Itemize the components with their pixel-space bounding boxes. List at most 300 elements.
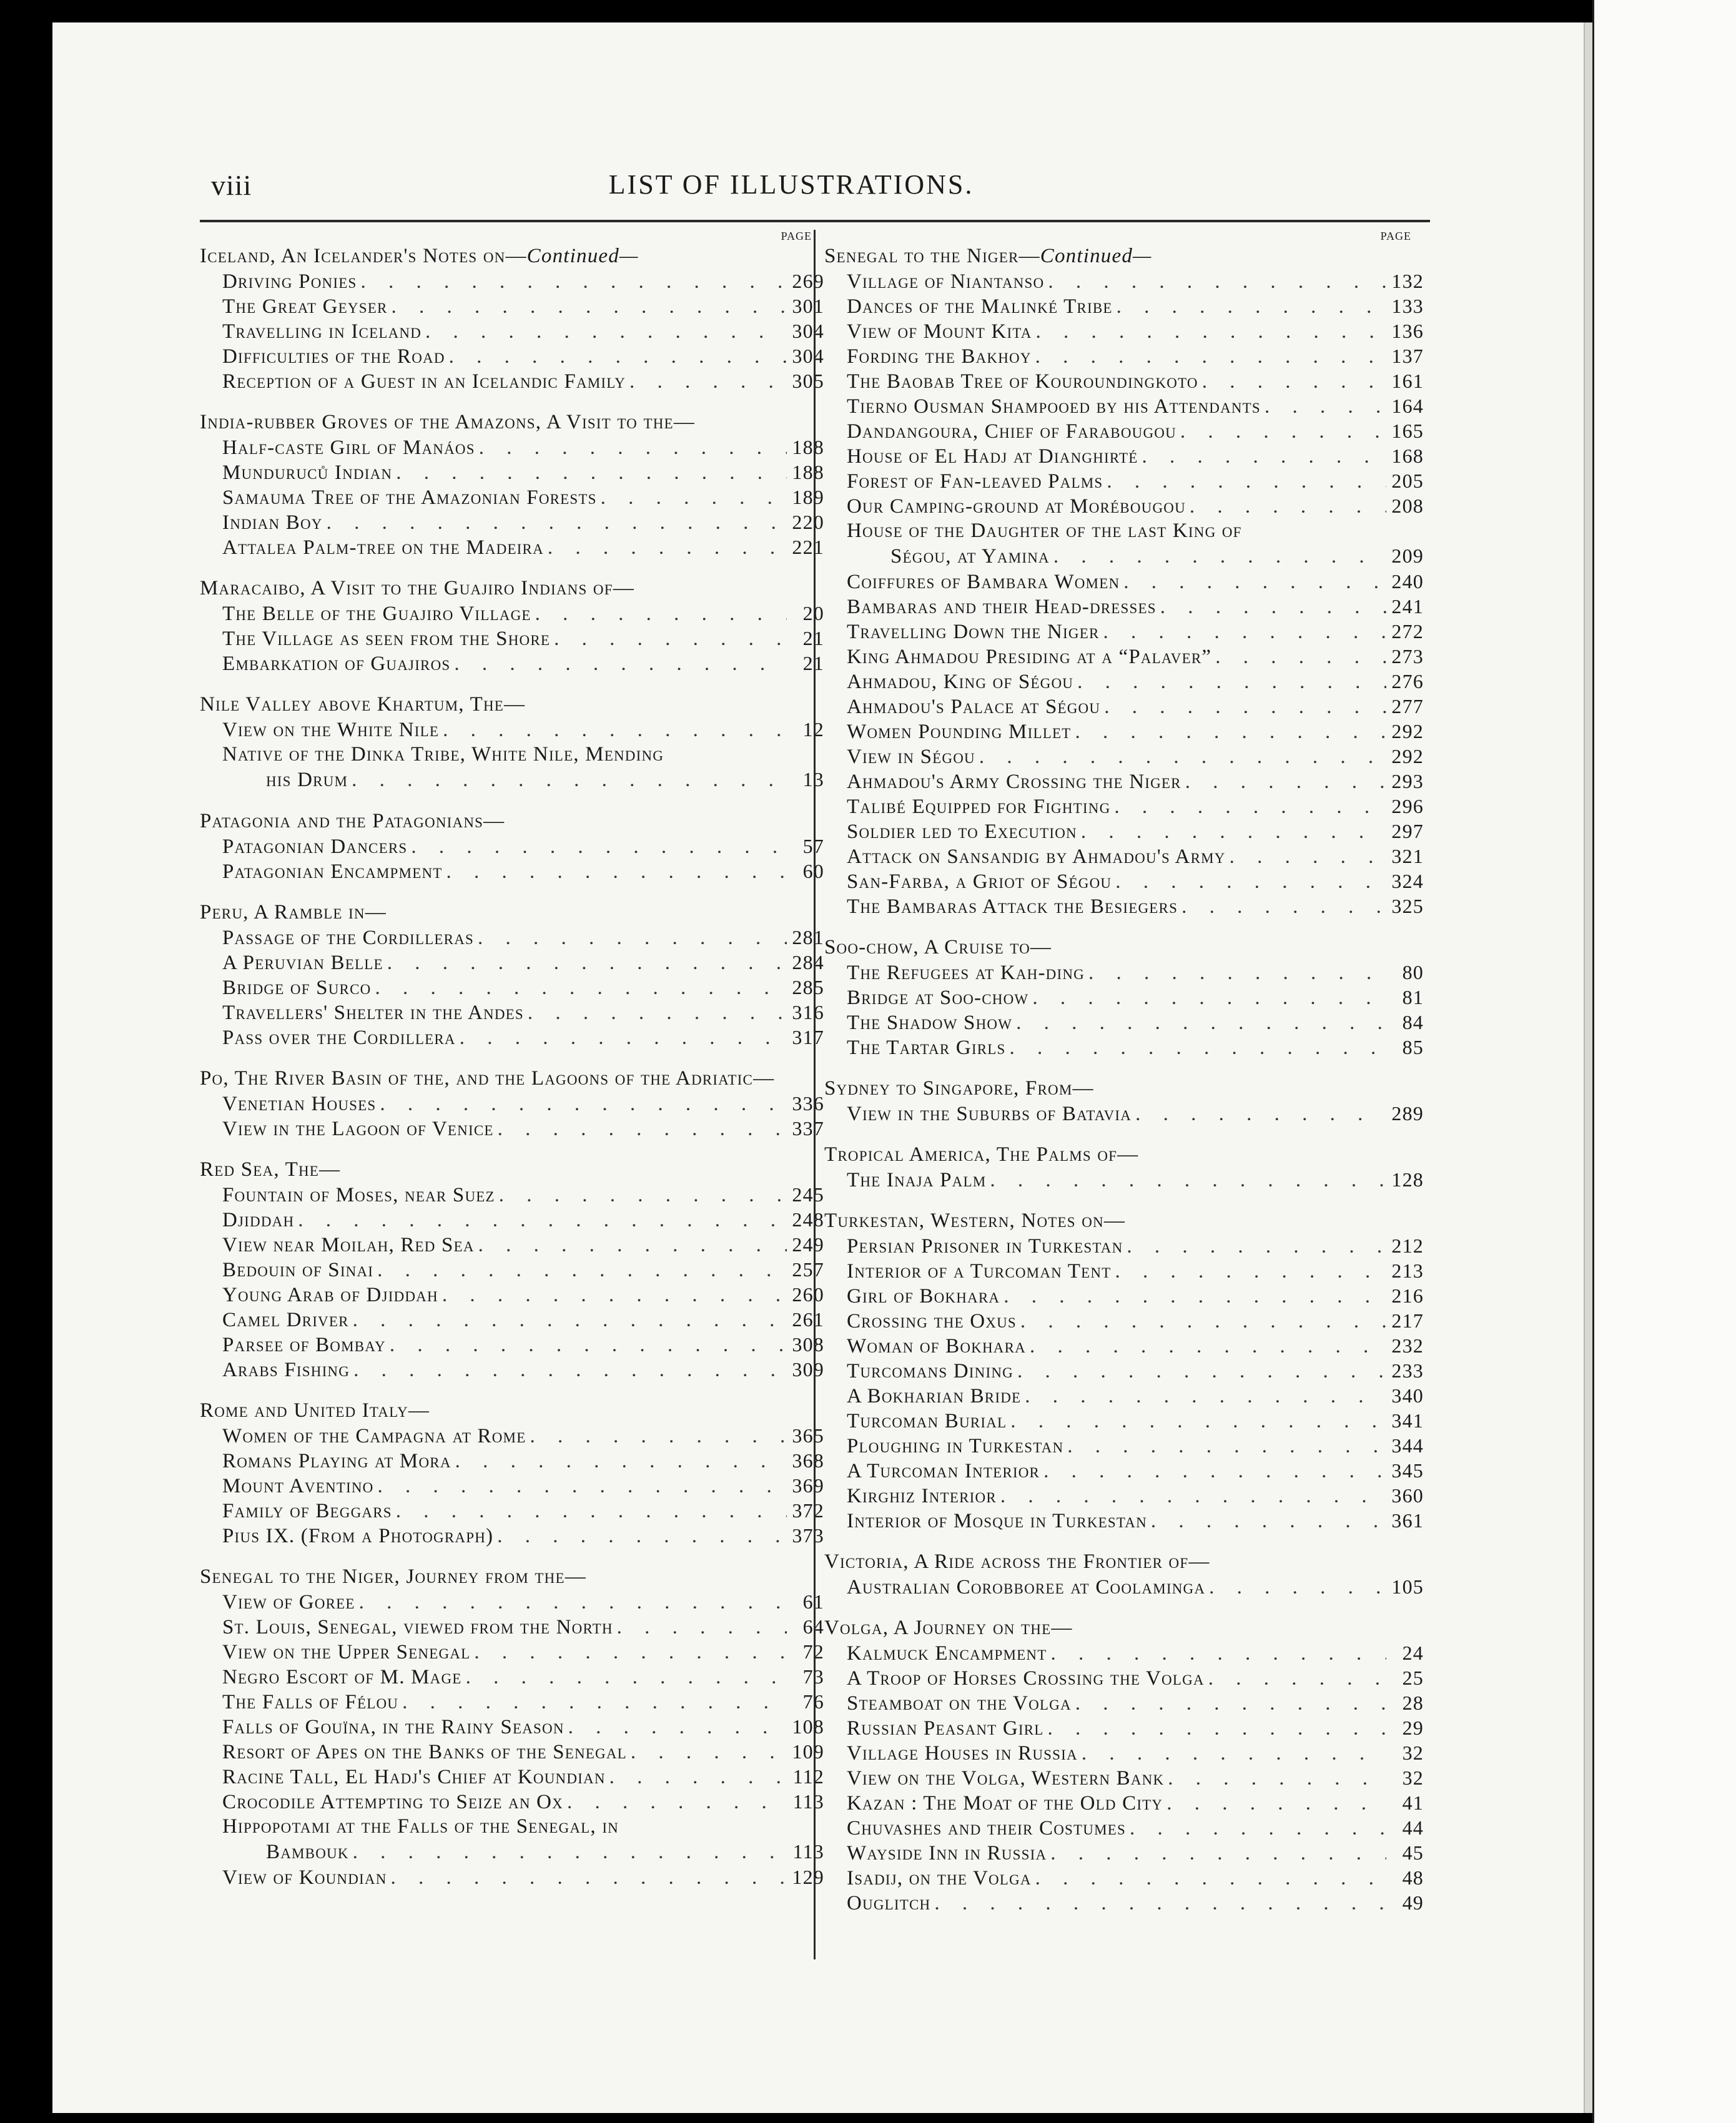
page-number: 309 bbox=[792, 1358, 824, 1381]
toc-entry bbox=[200, 1764, 824, 1789]
entry-title: Crossing the Oxus bbox=[847, 1310, 1017, 1332]
section-title-text: Sydney to Singapore, From— bbox=[824, 1077, 1094, 1100]
toc-entry bbox=[824, 985, 1424, 1010]
page-number: 373 bbox=[792, 1524, 824, 1547]
entry-title: Travelling Down the Niger bbox=[847, 621, 1100, 643]
page-number: 21 bbox=[802, 627, 824, 649]
section-title bbox=[200, 1398, 824, 1423]
entry-title: View on the Upper Senegal bbox=[222, 1641, 471, 1663]
toc-entry bbox=[200, 1357, 824, 1382]
leader-dots bbox=[1164, 1766, 1386, 1791]
page-number: 365 bbox=[792, 1424, 824, 1447]
toc-entry bbox=[824, 1508, 1424, 1533]
toc-entry bbox=[824, 569, 1424, 594]
entry-title: Munduruců Indian bbox=[222, 461, 393, 484]
leader-dots bbox=[1178, 894, 1386, 919]
page-number: 21 bbox=[802, 652, 824, 674]
toc-entry bbox=[824, 1308, 1424, 1333]
entry-title: View near Moilah, Red Sea bbox=[222, 1234, 475, 1256]
leader-dots bbox=[349, 1840, 787, 1864]
toc-entry bbox=[200, 1232, 824, 1257]
section-title-text: Senegal to the Niger— bbox=[824, 245, 1040, 267]
entry-title: Bambaras and their Head-dresses bbox=[847, 596, 1157, 618]
section-title-text: Volga, A Journey on the— bbox=[824, 1617, 1073, 1639]
section-title bbox=[200, 410, 824, 435]
page-number: 324 bbox=[1391, 870, 1424, 892]
entry-title: Fording the Bakhoy bbox=[847, 345, 1032, 368]
page-number: 293 bbox=[1391, 770, 1424, 792]
entry-title: Ahmadou's Army Crossing the Niger bbox=[847, 771, 1181, 793]
entry-title: Girl of Bokhara bbox=[847, 1285, 1000, 1308]
toc-entry bbox=[824, 443, 1424, 468]
leader-dots bbox=[470, 1640, 787, 1665]
entry-title: Coiffures of Bambara Women bbox=[847, 571, 1120, 593]
entry-title: Reception of a Guest in an Icelandic Family bbox=[222, 370, 626, 393]
leader-dots bbox=[407, 834, 787, 859]
toc-entry bbox=[824, 1483, 1424, 1508]
entry-title: Travellers' Shelter in the Andes bbox=[222, 1002, 524, 1024]
toc-entry bbox=[200, 1689, 824, 1714]
toc-entry bbox=[200, 601, 824, 626]
entry-title: Crocodile Attempting to Seize an Ox bbox=[222, 1791, 563, 1813]
section-title-text: Peru, A Ramble in— bbox=[200, 901, 387, 924]
leader-dots bbox=[1100, 694, 1386, 719]
leader-dots bbox=[438, 1283, 787, 1308]
entry-title: Woman of Bokhara bbox=[847, 1335, 1026, 1357]
page-number: 369 bbox=[792, 1474, 824, 1497]
entry-title: Kazan : The Moat of the Old City bbox=[847, 1792, 1163, 1815]
leader-dots bbox=[373, 1258, 787, 1283]
leader-dots bbox=[997, 1484, 1386, 1509]
leader-dots bbox=[392, 460, 787, 485]
page-number: 245 bbox=[792, 1183, 824, 1206]
page-number: 49 bbox=[1402, 1891, 1424, 1914]
leader-dots bbox=[1013, 1359, 1386, 1384]
section-title-text: Po, The River Basin of the, and the Lagoons of the Adriatic— bbox=[200, 1067, 775, 1090]
page-number: 316 bbox=[792, 1001, 824, 1023]
page-number: 164 bbox=[1391, 395, 1424, 417]
leader-dots bbox=[348, 767, 787, 792]
toc-entry bbox=[824, 869, 1424, 894]
page-number: 61 bbox=[802, 1590, 824, 1613]
entry-title: View in the Suburbs of Batavia bbox=[847, 1103, 1132, 1125]
entry-title: Difficulties of the Road bbox=[222, 345, 445, 368]
leader-dots bbox=[1072, 1691, 1386, 1716]
page-number: 32 bbox=[1402, 1766, 1424, 1789]
toc-section bbox=[200, 410, 824, 559]
entry-title: Indian Boy bbox=[222, 511, 323, 534]
page-number: 76 bbox=[802, 1690, 824, 1713]
leader-dots bbox=[613, 1615, 787, 1640]
page-number: 113 bbox=[792, 1790, 824, 1813]
entry-title: The Refugees at Kah-ding bbox=[847, 962, 1085, 984]
toc-entry bbox=[824, 1035, 1424, 1060]
toc-entry bbox=[200, 318, 824, 343]
leader-dots bbox=[422, 319, 787, 344]
toc-entry bbox=[824, 418, 1424, 443]
entry-title: The Village as seen from the Shore bbox=[222, 628, 551, 650]
page-number: 209 bbox=[1391, 544, 1424, 567]
toc-section bbox=[200, 1066, 824, 1141]
leader-dots bbox=[1000, 1284, 1386, 1309]
toc-entry bbox=[824, 669, 1424, 694]
toc-entry bbox=[200, 1025, 824, 1050]
leader-dots bbox=[1205, 1666, 1386, 1691]
toc-section bbox=[824, 244, 1424, 919]
leader-dots bbox=[986, 1168, 1386, 1193]
toc-entry bbox=[200, 1182, 824, 1207]
leader-dots bbox=[563, 1790, 787, 1815]
leader-dots bbox=[456, 1025, 787, 1050]
section-title-text: Senegal to the Niger, Journey from the— bbox=[200, 1565, 586, 1588]
leader-dots bbox=[526, 1424, 787, 1449]
toc-entry bbox=[824, 1640, 1424, 1665]
entry-title: Bridge of Surco bbox=[222, 977, 372, 999]
entry-title: Ahmadou, King of Ségou bbox=[847, 671, 1074, 693]
entry-title: Half-caste Girl of Manáos bbox=[222, 436, 475, 459]
toc-section bbox=[200, 809, 824, 884]
leader-dots bbox=[495, 1183, 787, 1208]
page-number: 240 bbox=[1391, 570, 1424, 593]
entry-title: Arabs Fishing bbox=[222, 1359, 350, 1381]
entry-title: Tierno Ousman Shampooed by his Attendants bbox=[847, 395, 1261, 418]
toc-entry bbox=[200, 1423, 824, 1448]
section-title-text: Tropical America, The Palms of— bbox=[824, 1143, 1139, 1166]
toc-entry bbox=[200, 1448, 824, 1473]
page-number: 213 bbox=[1391, 1259, 1424, 1282]
toc-entry bbox=[200, 1116, 824, 1141]
section-title bbox=[824, 935, 1424, 960]
entry-title: Australian Corobboree at Coolaminga bbox=[847, 1576, 1206, 1598]
page-number: 304 bbox=[792, 345, 824, 367]
section-title-text: Red Sea, The— bbox=[200, 1158, 341, 1181]
section-title-text: Turkestan, Western, Notes on— bbox=[824, 1209, 1126, 1232]
toc-entry bbox=[200, 1664, 824, 1689]
leader-dots bbox=[1157, 594, 1386, 619]
page-number: 128 bbox=[1391, 1168, 1424, 1191]
leader-dots bbox=[462, 1665, 787, 1690]
leader-dots bbox=[550, 626, 787, 651]
entry-title: Driving Ponies bbox=[222, 270, 357, 293]
page-number: 269 bbox=[792, 270, 824, 292]
leader-dots bbox=[1032, 344, 1386, 369]
entry-title: Kirghiz Interior bbox=[847, 1485, 997, 1507]
page-number: 132 bbox=[1391, 270, 1424, 292]
leader-dots bbox=[1138, 444, 1386, 469]
page-number: 241 bbox=[1391, 595, 1424, 618]
toc-entry bbox=[824, 644, 1424, 669]
running-head bbox=[157, 169, 1425, 206]
leader-dots bbox=[1126, 1816, 1386, 1841]
entry-title: View in the Lagoon of Venice bbox=[222, 1118, 494, 1140]
toc-entry bbox=[824, 1815, 1424, 1840]
page-number: 273 bbox=[1391, 645, 1424, 667]
entry-title: Village of Niantanso bbox=[847, 270, 1045, 293]
toc-entry bbox=[200, 1639, 824, 1664]
leader-dots bbox=[371, 975, 787, 1000]
leader-dots bbox=[565, 1715, 787, 1740]
page-number: 109 bbox=[792, 1740, 824, 1763]
toc-section bbox=[824, 1615, 1424, 1915]
section-title bbox=[824, 244, 1424, 268]
entry-title: Passage of the Cordilleras bbox=[222, 927, 474, 949]
toc-entry bbox=[824, 493, 1424, 518]
toc-entry bbox=[824, 1283, 1424, 1308]
leader-dots bbox=[626, 369, 787, 394]
toc-entry bbox=[200, 268, 824, 293]
page-number: 48 bbox=[1402, 1866, 1424, 1889]
leader-dots bbox=[1176, 419, 1386, 444]
page-number: 137 bbox=[1391, 345, 1424, 367]
leader-dots bbox=[493, 1524, 787, 1549]
toc-section bbox=[200, 1157, 824, 1382]
toc-entry bbox=[200, 1864, 824, 1889]
section-title-text: India-rubber Groves of the Amazons, A Visit to the— bbox=[200, 411, 695, 433]
section-title bbox=[200, 1066, 824, 1091]
leader-dots bbox=[357, 269, 787, 294]
leader-dots bbox=[350, 1357, 787, 1382]
entry-title: Kalmuck Encampment bbox=[847, 1642, 1047, 1665]
left-column bbox=[200, 230, 824, 1906]
toc-entry bbox=[200, 925, 824, 950]
leader-dots bbox=[1007, 1409, 1386, 1434]
page-number: 85 bbox=[1402, 1036, 1424, 1058]
page-number: 188 bbox=[792, 436, 824, 458]
section-title-text: Patagonia and the Patagonians— bbox=[200, 810, 505, 832]
toc-entry bbox=[200, 1257, 824, 1282]
entry-title: Camel Driver bbox=[222, 1309, 349, 1331]
section-title-text: Victoria, A Ride across the Frontier of— bbox=[824, 1550, 1210, 1573]
leader-dots bbox=[1047, 1841, 1386, 1866]
page-number: 133 bbox=[1391, 295, 1424, 317]
toc-entry bbox=[200, 1614, 824, 1639]
toc-entry bbox=[824, 1890, 1424, 1915]
leader-dots bbox=[392, 1499, 787, 1524]
section-title bbox=[824, 1549, 1424, 1574]
toc-entry bbox=[200, 859, 824, 884]
entry-title: Talibé Equipped for Fighting bbox=[847, 796, 1111, 818]
toc-section bbox=[200, 576, 824, 676]
leader-dots bbox=[1261, 394, 1386, 419]
page-number: 249 bbox=[792, 1233, 824, 1256]
toc-entry bbox=[824, 468, 1424, 493]
page-number: 108 bbox=[792, 1715, 824, 1738]
page-number: 336 bbox=[792, 1092, 824, 1115]
leader-dots bbox=[1103, 469, 1386, 494]
entry-title: Turcoman Burial bbox=[847, 1410, 1007, 1432]
entry-title: The Baobab Tree of Kouroundingkoto bbox=[847, 370, 1198, 393]
toc-entry bbox=[824, 619, 1424, 644]
toc-entry bbox=[200, 1739, 824, 1764]
entry-title: Turcomans Dining bbox=[847, 1360, 1013, 1382]
page-column-label: PAGE bbox=[1380, 230, 1411, 242]
page-number: 325 bbox=[1391, 895, 1424, 917]
entry-title: Village Houses in Russia bbox=[847, 1742, 1078, 1765]
leader-dots bbox=[386, 1332, 787, 1357]
toc-entry bbox=[824, 1233, 1424, 1258]
toc-entry bbox=[200, 651, 824, 676]
section-title-text: Iceland, An Icelander's Notes on— bbox=[200, 245, 527, 267]
continued-label: Continued— bbox=[526, 245, 639, 267]
folio-number: viii bbox=[211, 169, 252, 201]
section-title-text: Maracaibo, A Visit to the Guajiro Indians of— bbox=[200, 577, 634, 599]
toc-section bbox=[200, 1398, 824, 1548]
entry-title: The Falls of Félou bbox=[222, 1691, 399, 1713]
page-number: 105 bbox=[1391, 1575, 1424, 1598]
entry-title-continued: Ségou, at Yamina bbox=[890, 545, 1050, 568]
page-number: 208 bbox=[1391, 495, 1424, 517]
page-number: 317 bbox=[792, 1026, 824, 1048]
entry-title: Dandangoura, Chief of Farabougou bbox=[847, 420, 1176, 443]
continued-label: Continued— bbox=[1040, 245, 1152, 267]
toc-entry bbox=[200, 368, 824, 393]
entry-title: Interior of a Turcoman Tent bbox=[847, 1260, 1112, 1283]
leader-dots bbox=[1063, 1434, 1386, 1459]
entry-title: Young Arab of Djiddah bbox=[222, 1284, 438, 1306]
toc-entry bbox=[200, 1091, 824, 1116]
toc-section bbox=[200, 244, 824, 393]
toc-entry bbox=[824, 1408, 1424, 1433]
page-number: 341 bbox=[1391, 1409, 1424, 1432]
toc-entry bbox=[824, 1574, 1424, 1599]
entry-title: The Bambaras Attack the Besiegers bbox=[847, 895, 1178, 918]
page-number: 281 bbox=[792, 926, 824, 948]
page-number: 168 bbox=[1391, 445, 1424, 467]
leader-dots bbox=[294, 1208, 787, 1233]
leader-dots bbox=[1017, 1309, 1386, 1334]
entry-title: Falls of Gouïna, in the Rainy Season bbox=[222, 1716, 565, 1738]
toc-entry bbox=[200, 1789, 824, 1814]
toc-entry bbox=[824, 719, 1424, 744]
page-number: 233 bbox=[1391, 1359, 1424, 1382]
entry-title: Travelling in Iceland bbox=[222, 320, 422, 343]
toc-entry bbox=[824, 318, 1424, 343]
entry-title: Isadij, on the Volga bbox=[847, 1867, 1032, 1889]
entry-title: The Inaja Palm bbox=[847, 1169, 987, 1191]
leader-dots bbox=[1028, 985, 1386, 1010]
page-number: 304 bbox=[792, 320, 824, 342]
entry-title: Chuvashes and their Costumes bbox=[847, 1817, 1126, 1840]
leader-dots bbox=[606, 1765, 787, 1790]
toc-entry bbox=[824, 1790, 1424, 1815]
page-number: 136 bbox=[1391, 320, 1424, 342]
section-title bbox=[200, 809, 824, 834]
page-column-label: PAGE bbox=[781, 230, 812, 242]
page-number: 217 bbox=[1391, 1309, 1424, 1332]
entry-title: Patagonian Dancers bbox=[222, 835, 408, 858]
leader-dots bbox=[1226, 844, 1386, 869]
entry-title: Interior of Mosque in Turkestan bbox=[847, 1510, 1147, 1532]
leader-dots bbox=[1198, 369, 1386, 394]
page-number: 188 bbox=[792, 461, 824, 483]
entry-title: Racine Tall, El Hadj's Chief at Koundian bbox=[222, 1766, 606, 1788]
leader-dots bbox=[450, 651, 787, 676]
leader-dots bbox=[373, 1474, 787, 1499]
entry-title: A Turcoman Interior bbox=[847, 1460, 1040, 1482]
toc-entry bbox=[200, 1498, 824, 1523]
toc-section bbox=[200, 692, 824, 792]
leader-dots bbox=[383, 950, 787, 975]
page-number: 296 bbox=[1391, 795, 1424, 817]
entry-title: A Peruvian Belle bbox=[222, 952, 383, 974]
section-title bbox=[824, 1142, 1424, 1167]
toc-section bbox=[824, 1549, 1424, 1599]
leader-dots bbox=[1113, 294, 1386, 319]
page-number: 45 bbox=[1402, 1841, 1424, 1864]
page-number: 321 bbox=[1391, 845, 1424, 867]
entry-title: Parsee of Bombay bbox=[222, 1334, 386, 1356]
page-number: 276 bbox=[1391, 670, 1424, 692]
entry-title: Patagonian Encampment bbox=[222, 860, 443, 883]
leader-dots bbox=[930, 1891, 1386, 1916]
toc-entry bbox=[200, 742, 824, 792]
toc-entry bbox=[824, 769, 1424, 794]
leader-dots bbox=[1110, 794, 1386, 819]
toc-entry bbox=[824, 1258, 1424, 1283]
leader-dots bbox=[627, 1740, 787, 1765]
entry-title: Venetian Houses bbox=[222, 1093, 377, 1115]
page-number: 344 bbox=[1391, 1434, 1424, 1457]
page-number: 205 bbox=[1391, 470, 1424, 492]
toc-entry bbox=[824, 393, 1424, 418]
entry-title: House of the Daughter of the last King of bbox=[847, 520, 1242, 542]
leader-dots bbox=[1205, 1575, 1386, 1600]
leader-dots bbox=[1044, 269, 1386, 294]
entry-title: Djiddah bbox=[222, 1209, 295, 1231]
page-number: 13 bbox=[802, 768, 824, 791]
entry-title: King Ahmadou Presiding at a “Palaver” bbox=[847, 646, 1212, 668]
toc-entry bbox=[824, 819, 1424, 844]
toc-entry bbox=[824, 368, 1424, 393]
toc-section bbox=[824, 1076, 1424, 1126]
entry-title: Steamboat on the Volga bbox=[847, 1692, 1072, 1715]
leader-dots bbox=[349, 1308, 787, 1332]
toc-entry bbox=[824, 518, 1424, 569]
page-number: 308 bbox=[792, 1333, 824, 1356]
page-number: 212 bbox=[1391, 1234, 1424, 1257]
toc-entry bbox=[200, 717, 824, 742]
entry-title: Ploughing in Turkestan bbox=[847, 1435, 1064, 1457]
page-number: 232 bbox=[1391, 1334, 1424, 1357]
page-number: 29 bbox=[1402, 1717, 1424, 1739]
page-number: 72 bbox=[802, 1640, 824, 1663]
toc-entry bbox=[824, 1865, 1424, 1890]
page-number: 161 bbox=[1391, 370, 1424, 392]
section-title bbox=[200, 1157, 824, 1182]
entry-title: The Tartar Girls bbox=[847, 1037, 1006, 1059]
entry-title: View of Goree bbox=[222, 1591, 355, 1613]
toc-entry bbox=[824, 1665, 1424, 1690]
page-number: 361 bbox=[1391, 1509, 1424, 1532]
toc-entry bbox=[824, 1715, 1424, 1740]
toc-entry bbox=[200, 1332, 824, 1357]
section-title bbox=[200, 576, 824, 601]
leader-dots bbox=[524, 1000, 787, 1025]
toc-entry bbox=[200, 975, 824, 1000]
entry-title-continued: Bambouk bbox=[266, 1841, 349, 1863]
page-number: 165 bbox=[1391, 420, 1424, 442]
entry-title: Fountain of Moses, near Suez bbox=[222, 1184, 495, 1206]
toc-entry bbox=[824, 794, 1424, 819]
entry-title: Embarkation of Guajiros bbox=[222, 653, 451, 675]
leader-dots bbox=[475, 435, 787, 460]
toc-entry bbox=[200, 1207, 824, 1232]
toc-entry bbox=[824, 894, 1424, 919]
entry-title: View of Mount Kita bbox=[847, 320, 1032, 343]
toc-entry bbox=[200, 510, 824, 534]
leader-dots bbox=[1163, 1791, 1386, 1816]
page-number: 28 bbox=[1402, 1692, 1424, 1714]
